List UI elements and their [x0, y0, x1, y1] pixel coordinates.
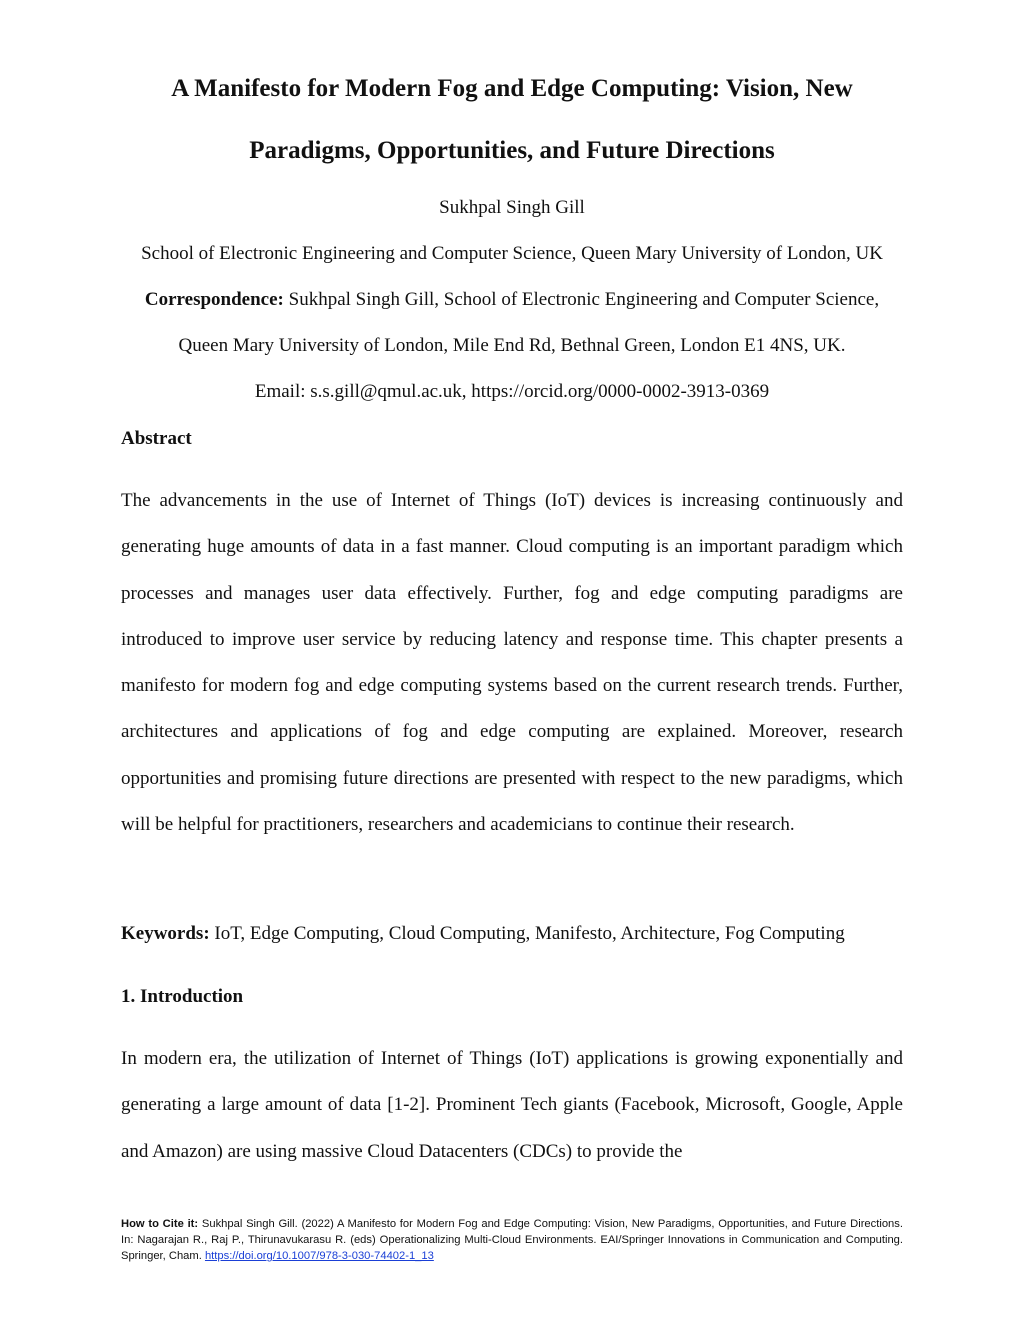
introduction-heading: 1. Introduction: [121, 986, 244, 1007]
citation-text: Sukhpal Singh Gill. (2022) A Manifesto for Modern Fog and Edge Computing: Vision, New Paradigms, Opportunities, and Future Directions. In: Nagarajan R., Raj P., Thirunavukarasu R. (eds) Operationalizing Multi-Cloud Environments. EAI/Springer Innovations in Communication and Computing. Springer, Cham.: [121, 1218, 903, 1262]
citation-label: How to Cite it:: [121, 1218, 199, 1230]
correspondence-text: Sukhpal Singh Gill, School of Electronic Engineering and Computer Science,: [283, 289, 880, 310]
correspondence-line-1: [40, 288, 984, 312]
keywords-text: IoT, Edge Computing, Cloud Computing, Manifesto, Architecture, Fog Computing: [209, 923, 845, 944]
introduction-text: In modern era, the utilization of Internet of Things (IoT) applications is growing exponentially and generating a large amount of data [1-2]. Prominent Tech giants (Facebook, Microsoft, Google, Apple and Amazon) are using massive Cloud Datacenters (CDCs) to provide the: [121, 1048, 903, 1162]
abstract-heading: Abstract: [121, 428, 192, 449]
correspondence-label: Correspondence:: [144, 289, 284, 310]
paper-title-line-2: Paradigms, Opportunities, and Future Directions: [249, 137, 775, 164]
paper-title-line-1: A Manifesto for Modern Fog and Edge Computing: Vision, New: [171, 75, 853, 102]
citation-footer: [121, 1216, 903, 1264]
keywords-label: Keywords:: [121, 923, 210, 944]
affiliation: School of Electronic Engineering and Computer Science, Queen Mary University of London, UK: [141, 243, 883, 264]
email-orcid-line: Email: s.s.gill@qmul.ac.uk, https://orcid.org/0000-0002-3913-0369: [254, 381, 770, 402]
correspondence-line-2: Queen Mary University of London, Mile End Rd, Bethnal Green, London E1 4NS, UK.: [178, 335, 846, 356]
keywords-line: [121, 922, 903, 946]
abstract-text: The advancements in the use of Internet of Things (IoT) devices is increasing continuously and generating huge amounts of data in a fast manner. Cloud computing is an important paradigm which processes and manages user data effectively. Further, fog and edge computing paradigms are introduced to improve user service by reducing latency and response time. This chapter presents a manifesto for modern fog and edge computing systems based on the current research trends. Further, architectures and applications of fog and edge computing are explained. Moreover, research opportunities and promising future directions are presented with respect to the new paradigms, which will be helpful for practitioners, researchers and academicians to continue their research.: [121, 490, 903, 835]
doi-link[interactable]: https://doi.org/10.1007/978-3-030-74402-1_13: [204, 1250, 434, 1262]
author-name: Sukhpal Singh Gill: [439, 197, 585, 218]
